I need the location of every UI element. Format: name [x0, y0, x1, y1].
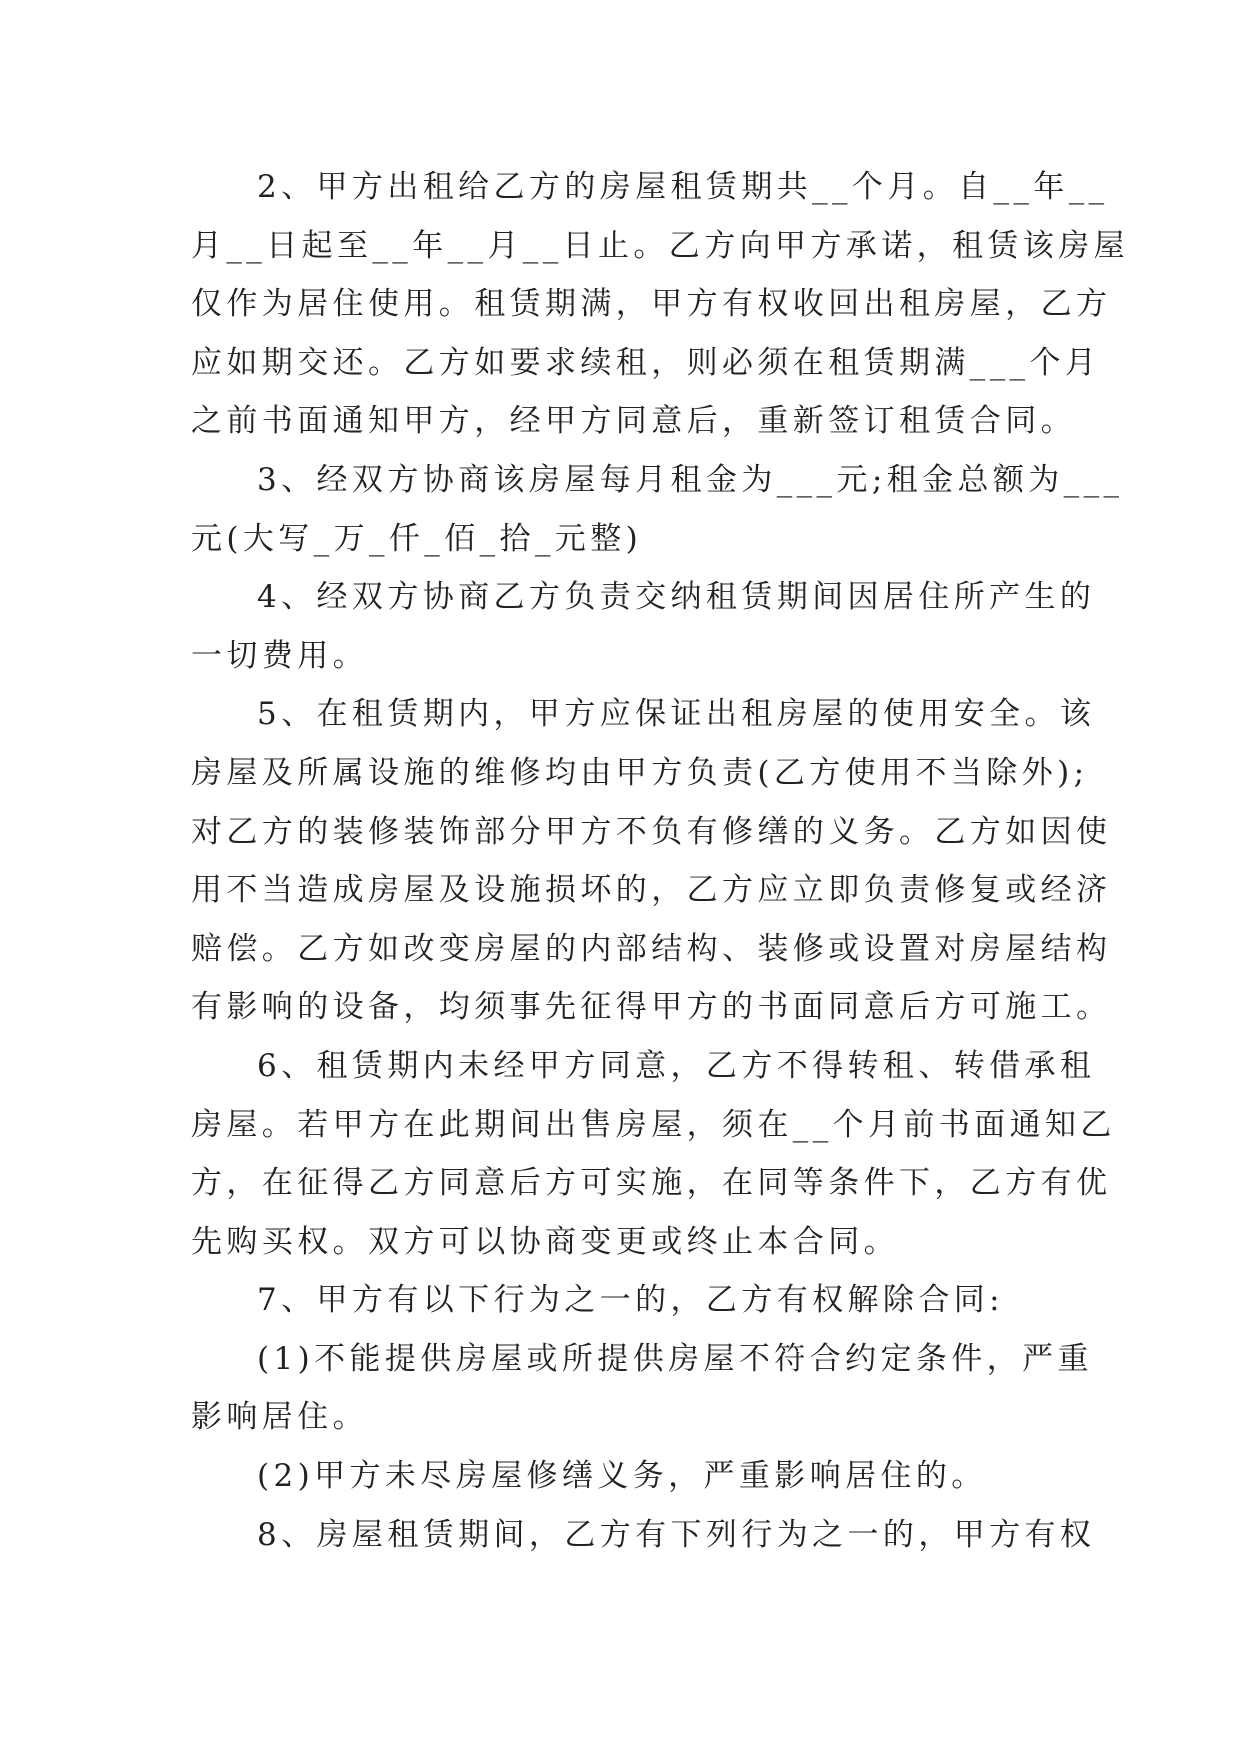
text-line: 月__日起至__年__月__日止。乙方向甲方承诺，租赁该房屋 [191, 227, 1129, 264]
text-line: 有影响的设备，均须事先征得甲方的书面同意后方可施工。 [191, 989, 1112, 1026]
text-line: 用不当造成房屋及设施损坏的，乙方应立即负责修复或经济 [191, 872, 1112, 909]
text-line: 对乙方的装修装饰部分甲方不负有修缮的义务。乙方如因使 [191, 813, 1112, 850]
text-line: (2)甲方未尽房屋修缮义务，严重影响居住的。 [257, 1458, 987, 1495]
text-line: 3、经双方协商该房屋每月租金为___元;租金总额为___ [257, 461, 1124, 498]
text-line: 仅作为居住使用。租赁期满，甲方有权收回出租房屋，乙方 [191, 286, 1112, 323]
text-line: 2、甲方出租给乙方的房屋租赁期共__个月。自__年__ [257, 169, 1109, 205]
text-line: 7、甲方有以下行为之一的，乙方有权解除合同: [257, 1282, 1004, 1319]
text-line: 5、在租赁期内，甲方应保证出租房屋的使用安全。该 [257, 696, 1096, 733]
text-line: (1)不能提供房屋或所提供房屋不符合约定条件，严重 [257, 1340, 1093, 1377]
text-line: 4、经双方协商乙方负责交纳租赁期间因居住所产生的 [257, 579, 1096, 616]
text-line: 6、租赁期内未经甲方同意，乙方不得转租、转借承租 [257, 1047, 1096, 1084]
document-body [191, 158, 1129, 1564]
text-line: 影响居住。 [191, 1399, 368, 1436]
text-line: 先购买权。双方可以协商变更或终止本合同。 [191, 1223, 899, 1260]
text-line: 方，在征得乙方同意后方可实施，在同等条件下，乙方有优 [191, 1165, 1112, 1202]
text-line: 一切费用。 [191, 637, 368, 674]
text-line: 8、房屋租赁期间，乙方有下列行为之一的，甲方有权 [257, 1516, 1096, 1553]
text-line: 之前书面通知甲方，经甲方同意后，重新签订租赁合同。 [191, 403, 1076, 440]
text-line: 赔偿。乙方如改变房屋的内部结构、装修或设置对房屋结构 [191, 930, 1112, 967]
text-line: 元(大写_万_仟_佰_拾_元整) [191, 520, 643, 557]
text-line: 应如期交还。乙方如要求续租，则必须在租赁期满___个月 [191, 344, 1101, 381]
text-line: 房屋。若甲方在此期间出售房屋，须在__个月前书面通知乙 [191, 1106, 1116, 1143]
text-line: 房屋及所属设施的维修均由甲方负责(乙方使用不当除外); [191, 754, 1089, 791]
